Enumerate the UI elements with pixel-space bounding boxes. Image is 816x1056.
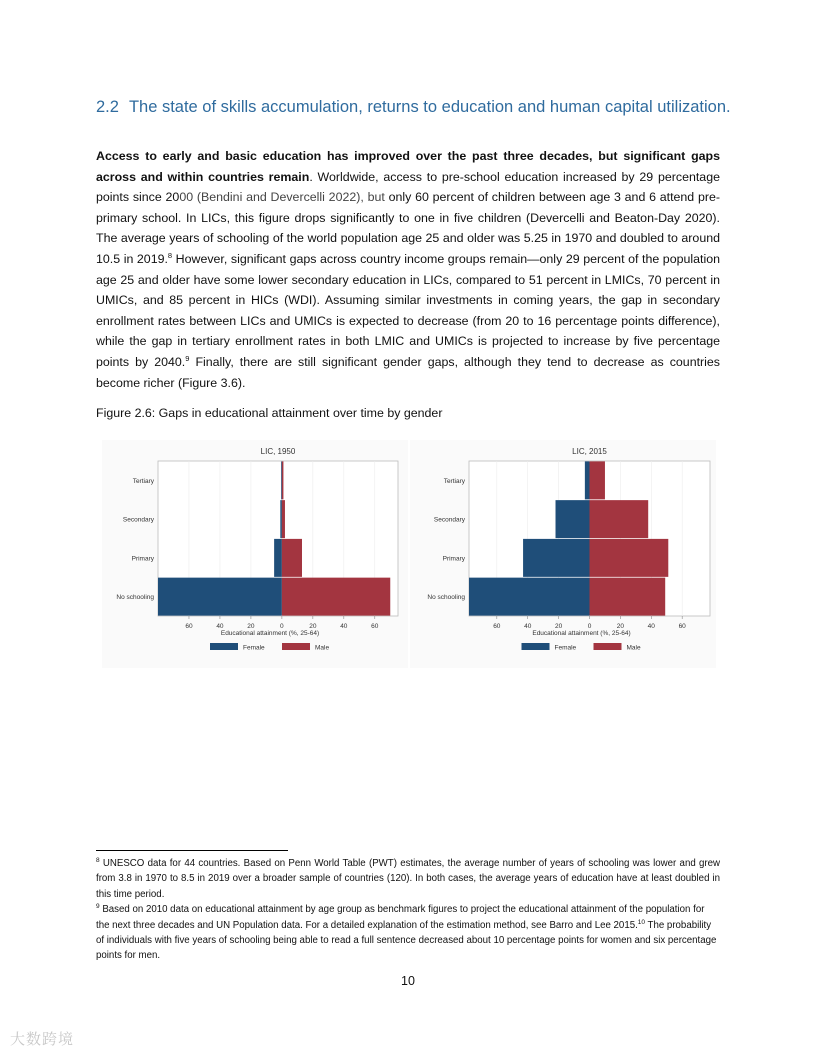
footnote-number: 8 xyxy=(96,856,100,864)
x-tick-label: 60 xyxy=(371,623,379,630)
bar-male-no-schooling xyxy=(590,578,666,616)
footnote-ref[interactable]: 9 xyxy=(185,353,190,363)
body-paragraph xyxy=(96,146,720,393)
bar-female-tertiary xyxy=(281,461,282,499)
paragraph-citation: 00 (Bendini and Devercelli 2022), but xyxy=(179,190,385,205)
footnote-text: The probability of individuals with five years of schooling being able to read a full sentence decreased about 10 percentage points for women and six percentage points for men. xyxy=(96,919,717,962)
legend-swatch-male xyxy=(282,643,310,650)
x-tick-label: 20 xyxy=(616,623,625,630)
lead-bold-emphasis: significant gaps across and within countries remain xyxy=(96,149,720,184)
footnote-text: Based on 2010 data on educational attainment by age group as benchmark figures to project the educational attainment of the population for the next three decades and UN Population data. For a detailed explanation of the estimation method, see Barro and Lee 2015. xyxy=(96,904,705,931)
x-tick-label: 60 xyxy=(678,623,686,630)
bar-male-primary xyxy=(590,539,669,577)
figure-charts xyxy=(96,432,720,672)
bar-male-secondary xyxy=(282,500,285,538)
paragraph-text: . The average years of schooling of the world population age 25 and older was 5.25 in 1970 and doubled to around 10.5 in 2019. xyxy=(96,210,720,266)
bar-male-tertiary xyxy=(590,461,605,499)
bar-male-tertiary xyxy=(282,461,284,499)
footnote-8 xyxy=(96,856,720,902)
x-axis-label: Educational attainment (%, 25-64) xyxy=(532,630,631,637)
chart-title: LIC, 2015 xyxy=(572,447,607,456)
figure-caption: Figure 2.6: Gaps in educational attainment over time by gender xyxy=(96,406,443,420)
x-axis-label: Educational attainment (%, 25-64) xyxy=(220,630,320,637)
section-number: 2.2 xyxy=(96,98,119,116)
paragraph-text: Finally, there are still significant gender gaps, although they tend to decrease as countries become richer (Figure 3.6). xyxy=(96,354,720,390)
bar-female-tertiary xyxy=(585,461,590,499)
lead-bold-text: Access to early and basic education has improved over the past three decades, but xyxy=(96,149,618,163)
x-tick-label: 20 xyxy=(309,623,317,630)
page-number: 10 xyxy=(401,974,415,988)
legend-swatch-female xyxy=(522,643,550,650)
x-tick-label: 60 xyxy=(185,623,193,630)
paragraph-text: only 60 percent of children between age 3 and 6 attend pre-primary school. In LICs, this figure drops significantly to one in five children (Devercelli and Beaton-Day 2020) xyxy=(96,190,720,225)
y-tick-label: Secondary xyxy=(433,516,465,524)
x-tick-label: 40 xyxy=(216,623,224,630)
footnotes xyxy=(96,856,720,964)
y-tick-label: Tertiary xyxy=(132,477,154,485)
footnote-text: UNESCO data for 44 countries. Based on Penn World Table (PWT) estimates, the average number of years of schooling was lower and grew from 3.8 in 1970 to 8.5 in 2019 over a broader sample of countries (120). In both cases, the average years of education have at least doubled in this time period. xyxy=(96,858,720,900)
bar-female-primary xyxy=(274,539,282,577)
x-tick-label: 20 xyxy=(554,623,563,630)
y-tick-label: Primary xyxy=(131,555,154,563)
legend-label-female: Female xyxy=(243,644,265,652)
x-tick-label: 0 xyxy=(280,623,284,630)
footnote-ref[interactable]: 8 xyxy=(167,250,173,260)
chart-title: LIC, 1950 xyxy=(260,447,296,456)
x-tick-label: 40 xyxy=(647,623,655,630)
x-tick-label: 40 xyxy=(524,623,532,630)
paragraph-text: . Worldwide, access to pre-school education increased by 29 percentage points since 20 xyxy=(96,169,720,205)
bar-male-secondary xyxy=(590,500,649,538)
x-tick-label: 0 xyxy=(587,623,592,630)
bar-female-secondary xyxy=(280,500,282,538)
footnote-9 xyxy=(96,902,720,964)
bar-male-no-schooling xyxy=(282,578,390,616)
y-tick-label: Tertiary xyxy=(443,477,465,485)
footnote-number: 9 xyxy=(96,902,100,910)
legend-label-male: Male xyxy=(315,644,330,652)
legend-label-male: Male xyxy=(626,644,641,652)
chart-canvas xyxy=(96,432,720,672)
legend-swatch-female xyxy=(210,643,238,650)
x-tick-label: 20 xyxy=(247,623,255,630)
bar-male-primary xyxy=(282,539,302,577)
bar-female-no-schooling xyxy=(158,578,282,616)
legend-label-female: Female xyxy=(554,644,577,652)
y-tick-label: No schooling xyxy=(116,594,154,602)
bar-female-secondary xyxy=(556,500,590,538)
legend-swatch-male xyxy=(594,643,622,650)
y-tick-label: Primary xyxy=(442,555,465,563)
x-tick-label: 60 xyxy=(493,623,501,630)
section-title: The state of skills accumulation, returns to education and human capital utilization. xyxy=(128,98,731,116)
footnote-ref[interactable]: 10 xyxy=(637,918,646,926)
paragraph-text: However, significant gaps across country income groups remain—only 29 percent of the population age 25 and older have some lower secondary education in LICs, compared to 51 percent in LMICs, 70 percent in UMICs, and 85 percent in HICs (WDI). Assuming similar investments in coming years, the gap in secondary enrollment rates between LICs and UMICs is expected to decrease (from 20 to 16 percentage points difference), while the gap in tertiary enrollment rates in both LMIC and UMICs is projected to increase by five percentage points by 2040. xyxy=(96,251,720,369)
x-tick-label: 40 xyxy=(340,623,348,630)
bar-female-no-schooling xyxy=(469,578,590,616)
footnote-divider xyxy=(96,850,288,851)
y-tick-label: No schooling xyxy=(427,594,465,602)
watermark: 大数跨境 xyxy=(10,1031,75,1048)
section-heading xyxy=(96,95,736,120)
y-tick-label: Secondary xyxy=(122,516,154,524)
bar-female-primary xyxy=(523,539,589,577)
